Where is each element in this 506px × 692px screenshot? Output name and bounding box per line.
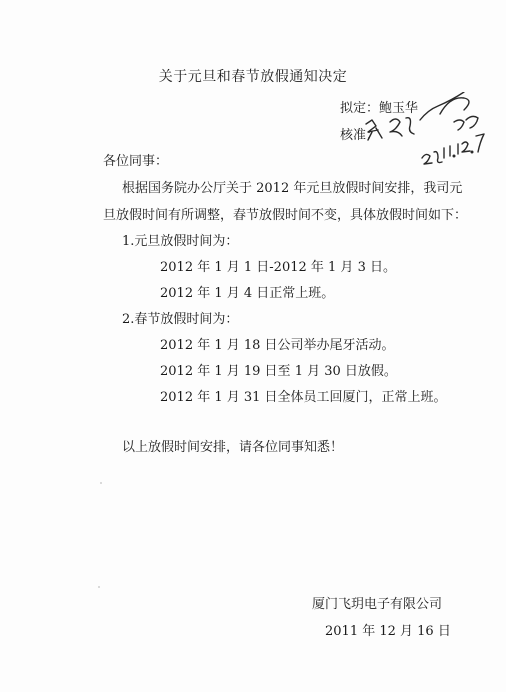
document-title: 关于元旦和春节放假通知决定 bbox=[158, 69, 348, 85]
scan-speck bbox=[98, 586, 100, 588]
section2-item: 2012 年 1 月 31 日全体员工回厦门，正常上班。 bbox=[160, 390, 447, 405]
section1-heading: 1.元旦放假时间为： bbox=[122, 234, 239, 249]
intro-line-1: 根据国务院办公厅关于 2012 年元旦放假时间安排，我司元 bbox=[122, 181, 463, 196]
scan-speck bbox=[100, 482, 102, 484]
intro-line-2: 旦放假时间有所调整，春节放假时间不变，具体放假时间如下： bbox=[103, 208, 468, 223]
company-name: 厦门飞玥电子有限公司 bbox=[312, 597, 443, 612]
approver-label: 核准： bbox=[340, 128, 380, 143]
section2-heading: 2.春节放假时间为： bbox=[122, 312, 239, 327]
salutation: 各位同事： bbox=[103, 154, 169, 169]
section2-item: 2012 年 1 月 18 日公司举办尾牙活动。 bbox=[160, 338, 395, 353]
closing-line: 以上放假时间安排，请各位同事知悉！ bbox=[122, 440, 344, 455]
section2-item: 2012 年 1 月 19 日至 1 月 30 日放假。 bbox=[160, 364, 397, 379]
document-date: 2011 年 12 月 16 日 bbox=[325, 624, 451, 639]
drafter-line: 拟定：鲍玉华 bbox=[340, 101, 419, 116]
section1-item: 2012 年 1 月 1 日-2012 年 1 月 3 日。 bbox=[160, 260, 396, 275]
section1-item: 2012 年 1 月 4 日正常上班。 bbox=[160, 286, 335, 301]
